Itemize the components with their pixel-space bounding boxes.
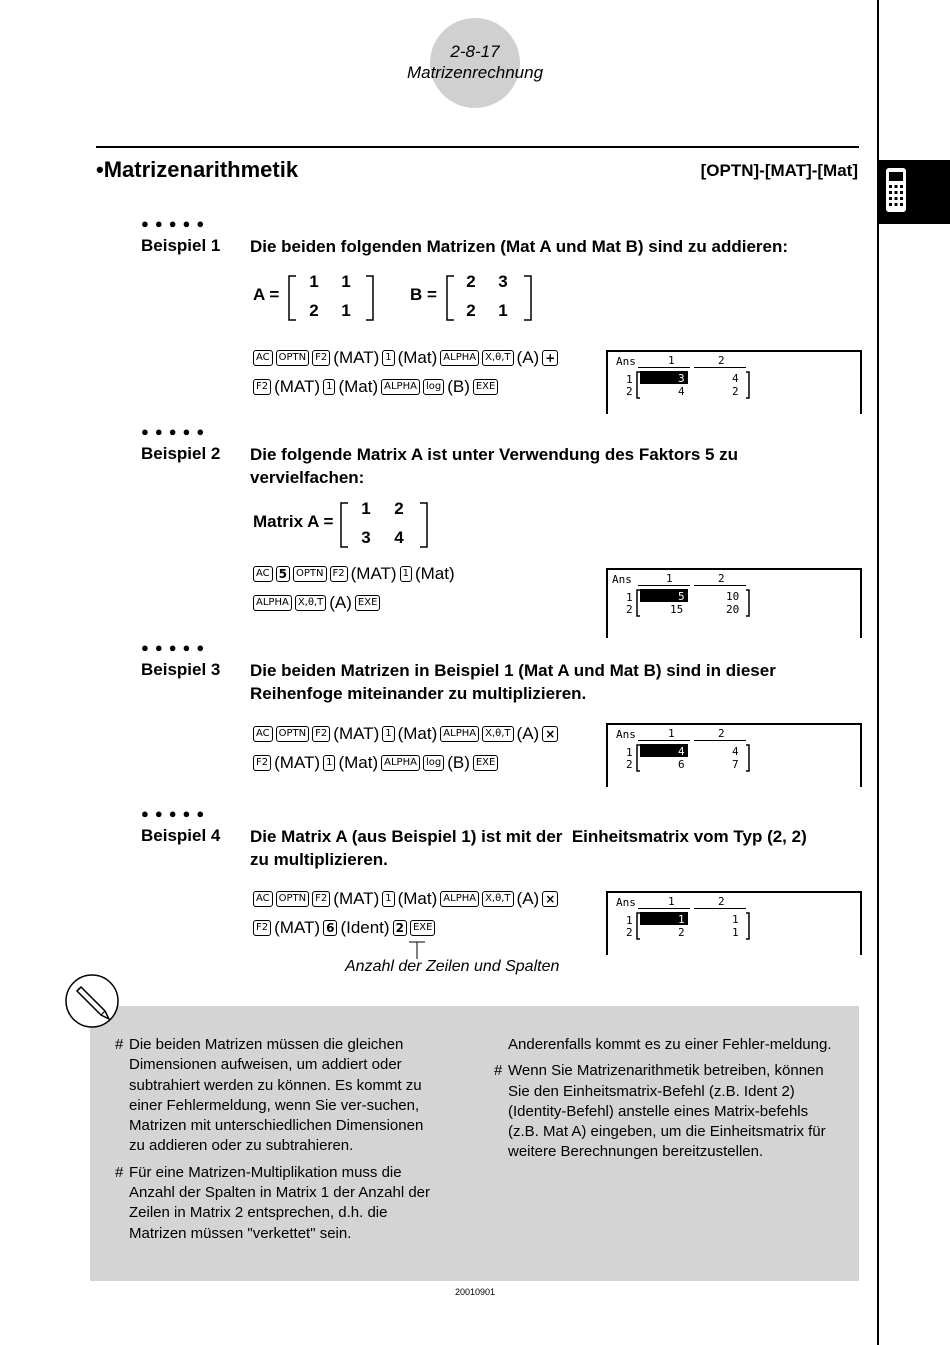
matrix-b-brackets [446,274,532,322]
key-alpha-icon: ALPHA [440,891,479,907]
matrix-cell: 1 [498,301,508,320]
example-label: Beispiel 1 [141,236,221,255]
key-sequence-line [253,887,561,909]
key-times-icon: × [542,726,558,742]
matrix-cell: 1 [361,499,371,518]
key-exe-icon: EXE [473,379,499,395]
key-sequence-line [253,375,501,397]
matrix-cell: 1 [341,301,351,320]
key-xot-icon: X,θ,T [482,350,513,366]
key-sequence-line [253,346,561,368]
key-f2-icon: F2 [330,566,348,582]
key-ac-icon: AC [253,726,273,742]
screen-cell: 2 [678,926,685,939]
matrix-b-label: B = [410,285,437,304]
calculator-screen [606,350,862,414]
screen-col-header: 2 [718,572,725,585]
key-caption: (B) [447,752,470,772]
pencil-note-icon [63,973,121,1029]
note-text: Anderenfalls kommt es zu einer Fehler-meldung. [508,1036,832,1053]
screen-row-header: 2 [626,758,633,771]
matrix-cell: 3 [361,528,371,547]
calculator-screen [606,891,862,955]
notes-column-right [494,1035,839,1169]
screen-row-header: 1 [626,746,633,759]
key-alpha-icon: ALPHA [381,379,420,395]
note-item [494,1061,839,1162]
example-text [250,825,850,871]
matrix-cell: 3 [498,272,508,291]
screen-cell: 5 [678,590,685,603]
key-caption: (Mat) [338,376,379,396]
screen-col-header: 1 [668,354,675,367]
screen-col-header: 1 [666,572,673,585]
key-1-icon: 1 [382,891,394,907]
matrix-cell: 2 [466,272,476,291]
footer-code: 20010901 [454,1287,496,1297]
key-log-icon: log [423,755,444,771]
section-menu-path: [OPTN]-[MAT]-[Mat] [700,161,858,180]
key-ac-icon: AC [253,891,273,907]
key-caption: (Mat) [414,563,455,583]
note-hash: # [115,1163,124,1181]
key-1-icon: 1 [382,726,394,742]
screen-cell: 15 [670,603,684,616]
example-text [250,659,850,705]
key-plus-icon: + [542,350,558,366]
screen-cell: 1 [732,926,739,939]
matrix-cell: 2 [309,301,319,320]
section-title: •Matrizenarithmetik [96,157,299,182]
matrix-cell: 1 [341,272,351,291]
example-label: Beispiel 4 [141,826,221,845]
key-f2-icon: F2 [312,726,330,742]
example-text [250,443,850,489]
screen-col-header: 1 [668,895,675,908]
screen-row-header: 2 [626,385,633,398]
example-text-line: vervielfachen: [250,468,365,487]
matrix-a-brackets [288,274,374,322]
key-1-icon: 1 [382,350,394,366]
calculator-screen [606,723,862,787]
key-2-icon: 2 [393,920,407,936]
key-sequence-line [253,562,458,584]
page-number: 2-8-17 [450,42,500,61]
matrix-brackets [340,501,428,549]
screen-ans: Ans [616,728,636,741]
key-caption: (MAT) [333,347,380,367]
example-text-line: Die Matrix A (aus Beispiel 1) ist mit der Einheitsmatrix vom Typ (2, 2) [250,827,807,846]
key-caption: (B) [447,376,470,396]
screen-col-header: 2 [718,895,725,908]
example-text: Die beiden folgenden Matrizen (Mat A und Mat B) sind zu addieren: [250,237,789,256]
bullet-icon: • [96,157,104,182]
matrix-cell: 2 [466,301,476,320]
key-exe-icon: EXE [355,595,381,611]
example-text-line: Die folgende Matrix A ist unter Verwendung des Faktors 5 zu [250,445,739,464]
matrix-a-label: A = [253,285,280,304]
screen-cell: 2 [732,385,739,398]
screen-row-header: 2 [626,603,633,616]
example-label: Beispiel 3 [141,660,221,679]
screen-cell: 7 [732,758,739,771]
example-text-line: Reihenfoge miteinander zu multiplizieren. [250,684,587,703]
key-caption-note: Anzahl der Zeilen und Spalten [345,958,560,975]
calculator-screen [606,568,862,638]
note-item [115,1035,440,1157]
key-caption: (Ident) [340,917,390,937]
screen-ans: Ans [616,355,636,368]
example-dots-icon: ●●●●● [141,640,211,655]
key-alpha-icon: ALPHA [381,755,420,771]
key-alpha-icon: ALPHA [253,595,292,611]
matrix-cell: 4 [394,528,404,547]
example-text-line: zu multiplizieren. [250,850,388,869]
key-exe-icon: EXE [410,920,436,936]
screen-cell: 3 [678,372,685,385]
key-caption: (A) [516,347,540,367]
chapter-title: Matrizenrechnung [406,63,544,82]
example-text-line: Die beiden Matrizen in Beispiel 1 (Mat A und Mat B) sind in dieser [250,661,776,680]
key-ac-icon: AC [253,350,273,366]
key-log-icon: log [423,379,444,395]
key-1-icon: 1 [323,379,335,395]
key-sequence-line [253,751,501,773]
key-caption: (MAT) [333,723,380,743]
caption-pointer-icon [407,940,427,960]
note-hash: # [115,1036,124,1053]
key-f2-icon: F2 [253,379,271,395]
key-f2-icon: F2 [312,350,330,366]
header-rule [96,146,859,148]
screen-cell: 1 [732,913,739,926]
note-text: Für eine Matrizen-Multiplikation muss die Anzahl der Spalten in Matrix 1 der Anzahl der Zeilen in Matrix 2 entsprechen, d.h. die Matrizen müssen "verkettet" sein. [129,1163,431,1242]
screen-row-header: 1 [626,591,633,604]
key-ac-icon: AC [253,566,273,582]
calculator-icon [885,167,907,213]
key-1-icon: 1 [400,566,412,582]
key-caption: (MAT) [274,752,321,772]
key-caption: (A) [516,723,540,743]
key-xot-icon: X,θ,T [482,726,513,742]
key-alpha-icon: ALPHA [440,726,479,742]
key-f2-icon: F2 [253,920,271,936]
screen-cell: 4 [732,372,739,385]
note-text: Wenn Sie Matrizenarithmetik betreiben, können Sie den Einheitsmatrix-Befehl (z.B. Ident 2) (Identity-Befehl) anstelle eines Matrix-befehls (z.B. Mat A) eingeben, um die Einheitsmatrix für weitere Berechnungen bereitzustellen. [508,1062,826,1161]
matrix-label: Matrix A = [253,512,334,531]
screen-ans: Ans [612,573,632,586]
screen-cell: 4 [732,745,739,758]
screen-col-header: 2 [718,727,725,740]
key-1-icon: 1 [323,755,335,771]
screen-col-header: 1 [668,727,675,740]
key-optn-icon: OPTN [276,350,310,366]
note-text: Die beiden Matrizen müssen die gleichen Dimensionen aufweisen, um addiert oder subtrahiert werden zu können. Es kommt zu einer Fehlermeldung, wenn Sie ver-suchen, Matrizen mit unterschiedlichen Dimensionen zu addieren oder zu subtrahieren. [129,1036,424,1155]
key-optn-icon: OPTN [276,726,310,742]
key-caption: (A) [516,888,540,908]
notes-column-left [115,1035,440,1250]
key-f2-icon: F2 [312,891,330,907]
screen-ans: Ans [616,896,636,909]
screen-cell: 6 [678,758,685,771]
screen-cell: 10 [726,590,740,603]
matrix-cell: 1 [309,272,319,291]
key-times-icon: × [542,891,558,907]
key-caption: (Mat) [397,723,438,743]
key-caption: (MAT) [333,888,380,908]
key-6-icon: 6 [323,920,337,936]
screen-cell: 4 [678,385,685,398]
screen-row-header: 2 [626,926,633,939]
key-sequence-line [253,591,383,613]
example-dots-icon: ●●●●● [141,806,211,821]
note-hash: # [494,1062,503,1080]
key-alpha-icon: ALPHA [440,350,479,366]
example-dots-icon: ●●●●● [141,424,211,439]
key-caption: (MAT) [274,376,321,396]
key-5-icon: 5 [276,566,290,582]
key-sequence-line [253,722,561,744]
key-caption: (MAT) [274,917,321,937]
key-caption: (MAT) [350,563,397,583]
screen-row-header: 1 [626,373,633,386]
note-item [115,1163,440,1244]
screen-cell: 20 [726,603,740,616]
key-optn-icon: OPTN [276,891,310,907]
key-xot-icon: X,θ,T [482,891,513,907]
screen-col-header: 2 [718,354,725,367]
screen-row-header: 1 [626,914,633,927]
key-exe-icon: EXE [473,755,499,771]
key-optn-icon: OPTN [293,566,327,582]
key-caption: (A) [329,592,352,612]
matrix-cell: 2 [394,499,404,518]
key-xot-icon: X,θ,T [295,595,326,611]
key-caption: (Mat) [338,752,379,772]
key-f2-icon: F2 [253,755,271,771]
key-sequence-line [253,916,438,938]
example-label: Beispiel 2 [141,444,221,463]
example-dots-icon: ●●●●● [141,216,211,231]
screen-cell: 1 [678,913,685,926]
note-item-continued [494,1035,839,1055]
key-caption: (Mat) [397,347,438,367]
key-caption: (Mat) [397,888,438,908]
screen-cell: 4 [678,745,685,758]
